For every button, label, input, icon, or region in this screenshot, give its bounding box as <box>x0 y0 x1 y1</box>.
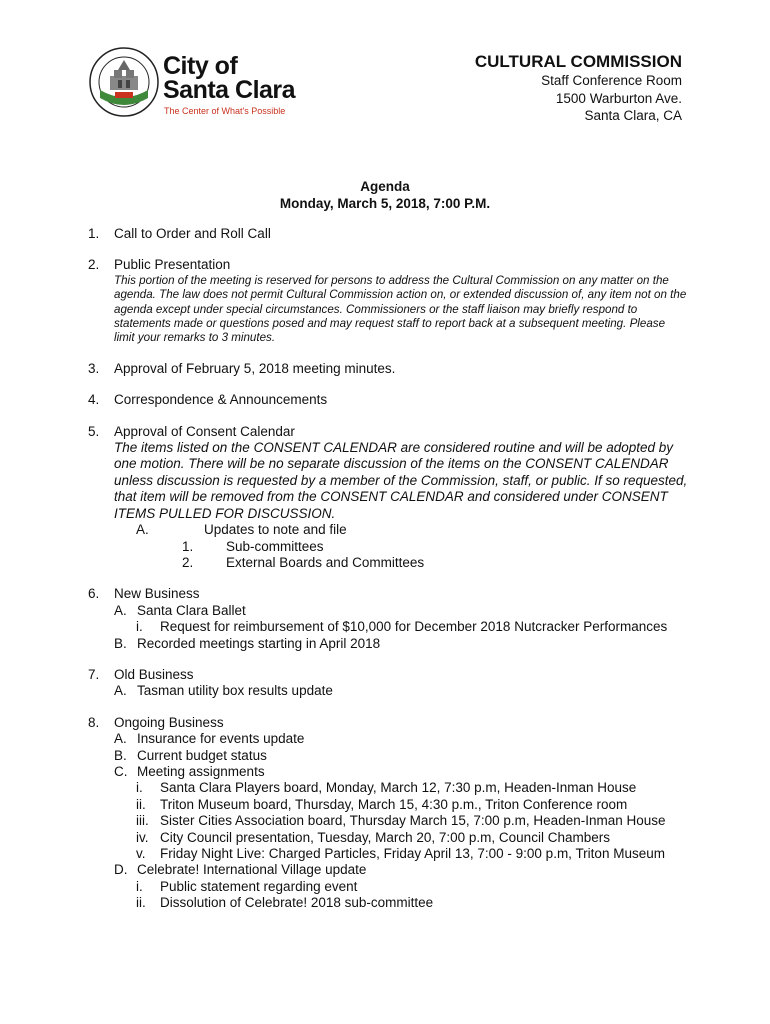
sub-item-marker: A. <box>114 731 127 747</box>
sub-sub-item-marker: iv. <box>136 829 149 845</box>
agenda-item <box>88 361 688 377</box>
agenda-heading <box>0 178 770 212</box>
sub-sub-item-marker: i. <box>136 780 143 796</box>
sub-sub-item <box>114 895 688 911</box>
sub-item-text: Current budget status <box>137 747 267 763</box>
item-number: 2. <box>88 257 100 273</box>
sub-item <box>114 748 688 764</box>
sub-sub-item <box>114 846 688 862</box>
commission-title: CULTURAL COMMISSION <box>474 52 682 71</box>
document-header <box>475 52 682 125</box>
item-number: 7. <box>88 666 100 682</box>
sub-item-marker: A. <box>114 683 127 699</box>
sub-item-marker: A. <box>136 522 149 538</box>
sub-sub-item-marker: i. <box>136 878 143 894</box>
agenda-items <box>88 226 688 927</box>
item-title: Approval of Consent Calendar <box>114 423 295 439</box>
sub-item-text: Recorded meetings starting in April 2018 <box>137 635 381 651</box>
sub-item-marker: D. <box>114 862 128 878</box>
sub-sub-item-marker: iii. <box>136 813 149 829</box>
item-title: Public Presentation <box>114 257 231 273</box>
sub-sub-item-marker: i. <box>136 619 143 635</box>
sub-item-text: Tasman utility box results update <box>137 683 333 699</box>
sub-item-text: Celebrate! International Village update <box>137 862 367 878</box>
city-name-line1: City of <box>163 52 238 80</box>
sub-sub-item <box>114 813 688 829</box>
sub-sub-item-text: City Council presentation, Tuesday, March 20, 7:00 p.m, Council Chambers <box>160 829 610 845</box>
sub-item <box>114 731 688 747</box>
sub-item-text: Santa Clara Ballet <box>137 602 246 618</box>
sub-sub-item-text: Santa Clara Players board, Monday, March 12, 7:30 p.m, Headen-Inman House <box>160 780 637 796</box>
sub-sub-item-text: Public statement regarding event <box>160 878 358 894</box>
agenda-title: Agenda <box>360 179 410 194</box>
sub-sub-item <box>114 619 688 635</box>
sub-item-marker: B. <box>114 747 127 763</box>
sub-sub-item <box>114 780 688 796</box>
sub-sub-item-text: Friday Night Live: Charged Particles, Friday April 13, 7:00 - 9:00 p.m, Triton Museum <box>160 846 665 861</box>
item-title: Old Business <box>114 666 194 682</box>
sub-item <box>114 603 688 619</box>
sub-item-text: Insurance for events update <box>137 731 305 747</box>
item-description: The items listed on the CONSENT CALENDAR are considered routine and will be adopted by one motion. There will be no separate discussion of the items on the CONSENT CALENDAR unless discussion is requested by a member of the Commission, staff, or public. If so requested, that item will be removed from the CONSENT CALENDAR and considered under CONSENT ITEMS PULLED FOR DISCUSSION. <box>114 440 688 521</box>
item-number: 4. <box>88 392 100 408</box>
item-number: 3. <box>88 360 100 376</box>
sub-sub-item-text: Triton Museum board, Thursday, March 15, 4:30 p.m., Triton Conference room <box>160 796 628 812</box>
city-name-line2: Santa Clara <box>163 76 296 104</box>
meeting-address: 1500 Warburton Ave. <box>555 90 682 106</box>
item-title: Approval of February 5, 2018 meeting minutes. <box>114 360 396 376</box>
city-tagline: The Center of What's Possible <box>164 106 286 116</box>
city-logo <box>88 46 328 126</box>
sub-item-text: Updates to note and file <box>204 522 347 538</box>
item-number: 1. <box>88 226 100 241</box>
sub-sub-item-text: Request for reimbursement of $10,000 for December 2018 Nutcracker Performances <box>160 619 668 635</box>
agenda-item <box>88 667 688 700</box>
sub-sub-item-marker: 2. <box>182 554 194 570</box>
sub-item-marker: C. <box>114 763 128 779</box>
sub-item <box>114 764 688 780</box>
agenda-item <box>88 226 688 242</box>
item-description: This portion of the meeting is reserved for persons to address the Cultural Commission on any matter on the agenda. The law does not permit Cultural Commission action on, or extended discussion of, any item not on the agenda except under special circumstances. Commissioners or the staff liaison may briefly respond to statements made or questions posed and may request staff to report back at a subsequent meeting. Please limit your remarks to 3 minutes. <box>114 273 687 345</box>
agenda-item <box>88 586 688 652</box>
item-title: New Business <box>114 586 200 602</box>
item-number: 6. <box>88 586 100 602</box>
sub-sub-item-marker: ii. <box>136 895 146 911</box>
item-title: Call to Order and Roll Call <box>114 226 271 241</box>
sub-item <box>114 862 688 878</box>
sub-sub-item-marker: ii. <box>136 796 146 812</box>
item-number: 8. <box>88 714 100 730</box>
meeting-city: Santa Clara, CA <box>584 108 682 123</box>
sub-sub-item-text: Dissolution of Celebrate! 2018 sub-committee <box>160 895 434 911</box>
sub-sub-item-marker: v. <box>136 846 146 861</box>
sub-item-marker: B. <box>114 635 127 651</box>
sub-sub-item-marker: 1. <box>182 538 194 554</box>
sub-item <box>114 683 688 699</box>
sub-sub-item <box>114 830 688 846</box>
sub-sub-item-text: Sub-committees <box>226 538 324 554</box>
sub-sub-item <box>114 539 688 555</box>
sub-sub-item-text: Sister Cities Association board, Thursday March 15, 7:00 p.m, Headen-Inman House <box>160 813 666 829</box>
sub-sub-item <box>114 555 688 571</box>
agenda-item <box>88 392 688 408</box>
sub-item <box>114 522 688 538</box>
sub-sub-item <box>114 879 688 895</box>
item-title: Ongoing Business <box>114 714 224 730</box>
agenda-item <box>88 257 688 345</box>
sub-sub-item <box>114 797 688 813</box>
agenda-item <box>88 424 688 572</box>
agenda-date: Monday, March 5, 2018, 7:00 P.M. <box>279 196 491 211</box>
item-title: Correspondence & Announcements <box>114 392 328 408</box>
sub-item-marker: A. <box>114 602 127 618</box>
city-name <box>163 54 295 102</box>
sub-sub-item-text: External Boards and Committees <box>226 554 425 570</box>
sub-item <box>114 636 688 652</box>
item-number: 5. <box>88 423 100 439</box>
meeting-room: Staff Conference Room <box>541 73 682 88</box>
sub-item-text: Meeting assignments <box>137 763 265 779</box>
city-seal-icon <box>88 46 160 118</box>
agenda-item <box>88 715 688 912</box>
